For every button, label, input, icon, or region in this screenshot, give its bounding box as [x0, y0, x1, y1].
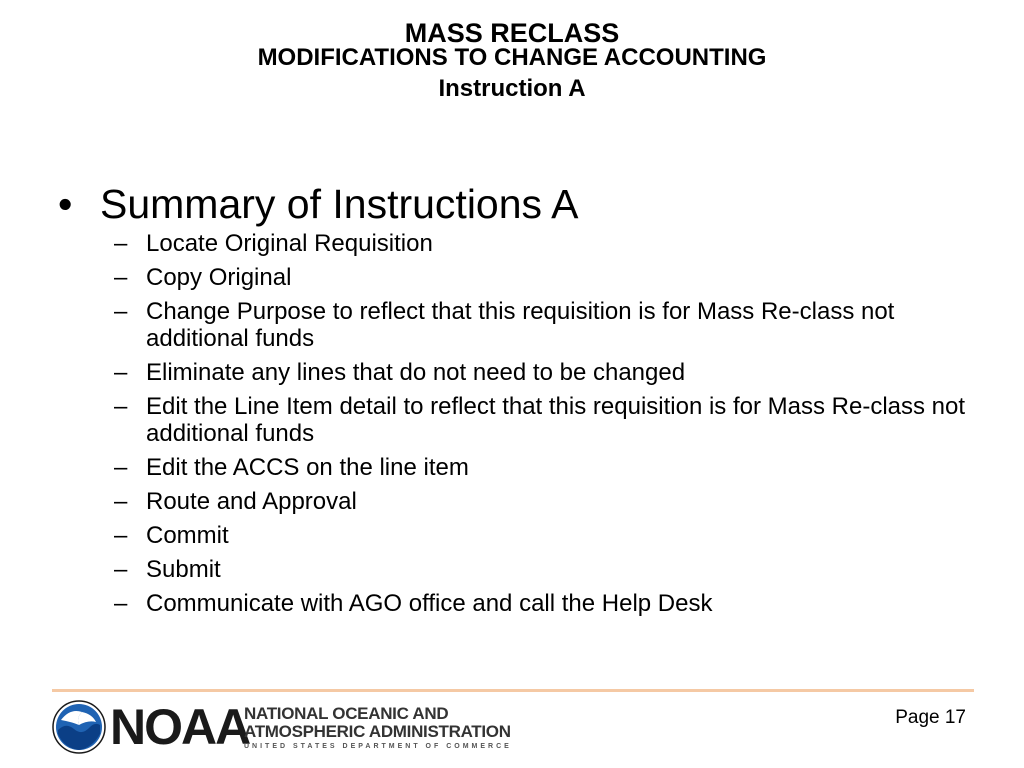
list-item [114, 393, 974, 447]
page-number: Page 17 [895, 707, 966, 728]
list-item-text: Change Purpose to reflect that this requisition is for Mass Re-class not additional funds [146, 298, 895, 352]
dash-icon: – [114, 590, 128, 617]
noaa-seal-icon [52, 700, 106, 754]
list-item [114, 522, 974, 549]
agency-name [244, 705, 512, 752]
list-item [114, 488, 974, 515]
list-item [114, 454, 974, 481]
footer-divider [52, 689, 974, 692]
list-item [114, 298, 974, 352]
dash-icon: – [114, 298, 128, 325]
dash-icon: – [114, 522, 128, 549]
list-item [114, 556, 974, 583]
list-item [114, 230, 974, 257]
dash-icon: – [114, 454, 128, 481]
dash-icon: – [114, 359, 128, 386]
agency-line-3: UNITED STATES DEPARTMENT OF COMMERCE [244, 743, 512, 750]
list-item-text: Copy Original [146, 264, 292, 291]
main-bullet [58, 176, 579, 232]
slide-title-block [0, 16, 1024, 106]
list-item-text: Commit [146, 522, 229, 549]
slide-subtitle: MODIFICATIONS TO CHANGE ACCOUNTING [257, 44, 767, 71]
slide-title: MASS RECLASS [404, 18, 620, 48]
dash-icon: – [114, 393, 128, 420]
dash-icon: – [114, 230, 128, 257]
slide-instruction: Instruction A [438, 75, 586, 102]
list-item-text: Communicate with AGO office and call the Help Desk [146, 590, 713, 617]
agency-line-2: ATMOSPHERIC ADMINISTRATION [244, 722, 511, 741]
dash-icon: – [114, 556, 128, 583]
list-item-text: Submit [146, 556, 221, 583]
dash-icon: – [114, 488, 128, 515]
agency-line-1: NATIONAL OCEANIC AND [244, 704, 449, 723]
bullet-icon: • [58, 181, 73, 227]
list-item-text: Locate Original Requisition [146, 230, 433, 257]
list-item-text: Edit the Line Item detail to reflect that this requisition is for Mass Re-class not additional funds [146, 393, 966, 447]
list-item [114, 264, 974, 291]
dash-icon: – [114, 264, 128, 291]
list-item-text: Edit the ACCS on the line item [146, 454, 469, 481]
list-item [114, 359, 974, 386]
main-bullet-text: Summary of Instructions A [100, 181, 579, 227]
list-item [114, 590, 974, 617]
list-item-text: Eliminate any lines that do not need to be changed [146, 359, 686, 386]
instruction-list [114, 230, 974, 624]
noaa-logo-wordmark: NOAA [110, 699, 250, 755]
list-item-text: Route and Approval [146, 488, 357, 515]
